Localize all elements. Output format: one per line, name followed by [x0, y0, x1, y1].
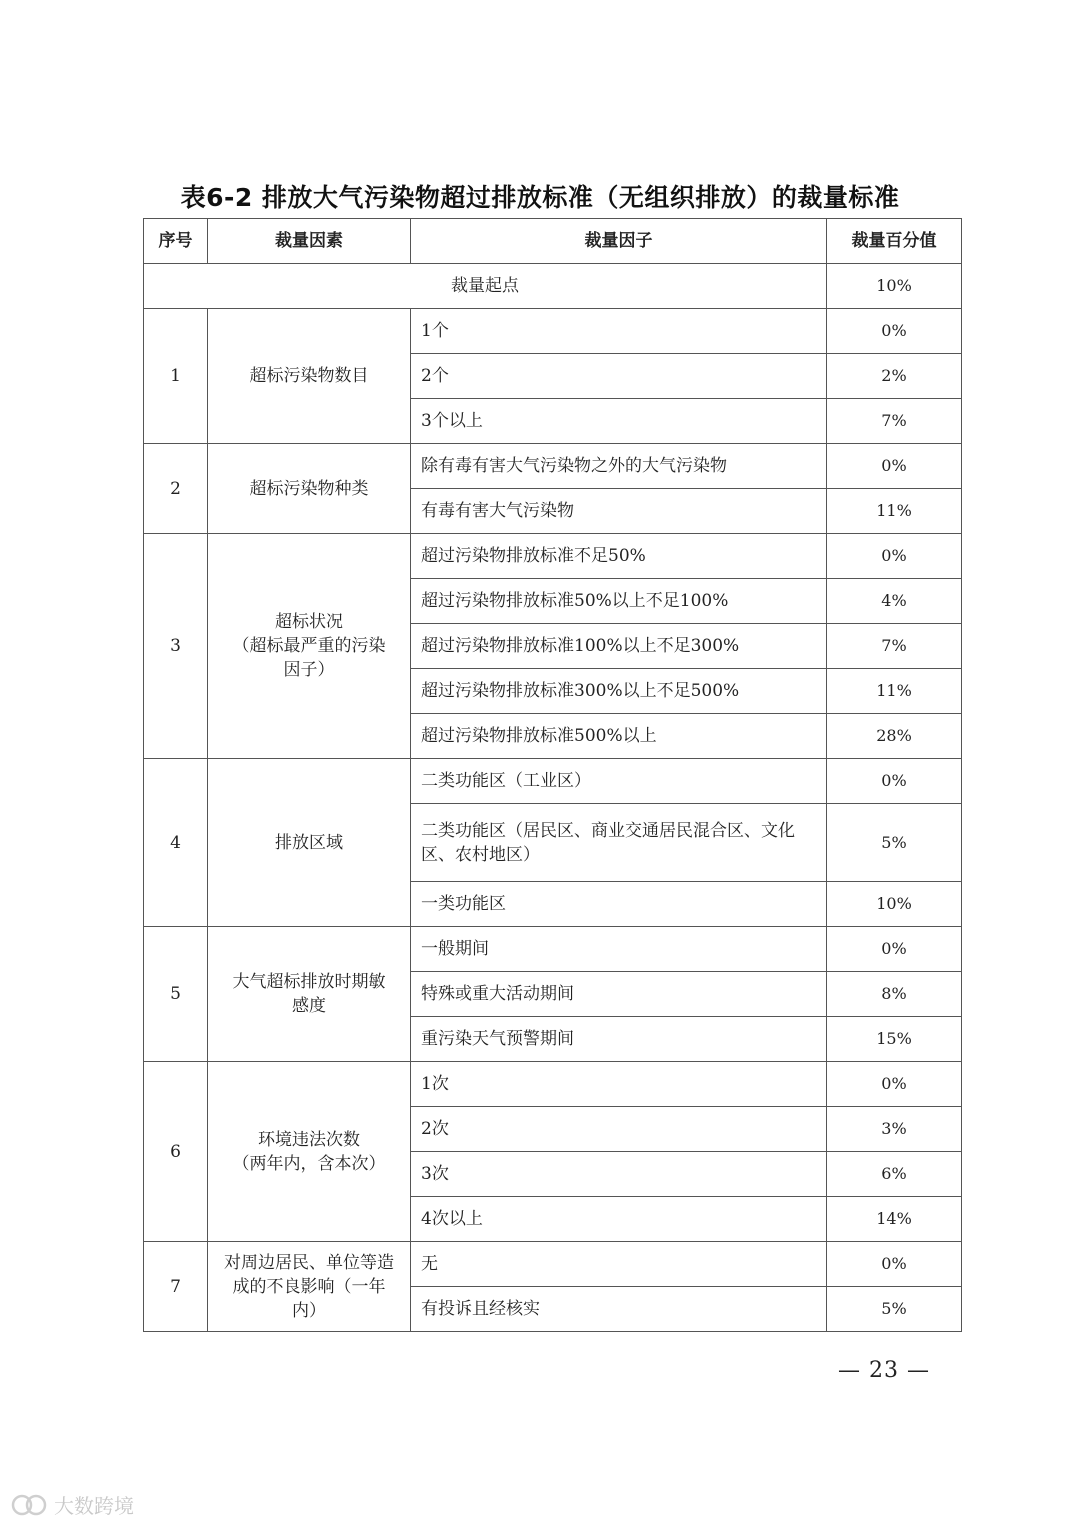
header-value: 裁量百分值 — [827, 219, 962, 264]
discretion-item: 3个以上 — [411, 399, 827, 444]
row-number: 3 — [144, 534, 208, 759]
factor-line: 大气超标排放时期敏 — [232, 972, 386, 992]
watermark-logo-icon — [10, 1493, 48, 1517]
discretion-factor — [208, 444, 411, 534]
row-number: 7 — [144, 1242, 208, 1332]
table-row — [144, 759, 962, 804]
discretion-percentage: 0% — [827, 444, 962, 489]
page-number: — 23 — — [838, 1358, 930, 1383]
discretion-factor — [208, 1062, 411, 1242]
factor-line: （两年内，含本次） — [232, 1153, 386, 1174]
discretion-percentage: 7% — [827, 399, 962, 444]
table-row — [144, 534, 962, 579]
header-row — [144, 219, 962, 264]
discretion-item: 除有毒有害大气污染物之外的大气污染物 — [411, 444, 827, 489]
discretion-percentage: 2% — [827, 354, 962, 399]
table-row — [144, 927, 962, 972]
header-factor: 裁量因素 — [208, 219, 411, 264]
discretion-item: 超过污染物排放标准500%以上 — [411, 714, 827, 759]
discretion-percentage: 0% — [827, 534, 962, 579]
discretion-table — [143, 218, 962, 1332]
discretion-percentage: 11% — [827, 489, 962, 534]
discretion-factor — [208, 1242, 411, 1332]
discretion-percentage: 6% — [827, 1152, 962, 1197]
discretion-item: 2个 — [411, 354, 827, 399]
discretion-item: 无 — [411, 1242, 827, 1287]
discretion-item: 重污染天气预警期间 — [411, 1017, 827, 1062]
header-no: 序号 — [144, 219, 208, 264]
discretion-item: 4次以上 — [411, 1197, 827, 1242]
discretion-item: 一般期间 — [411, 927, 827, 972]
discretion-item: 超过污染物排放标准100%以上不足300% — [411, 624, 827, 669]
factor-line: （超标最严重的污染 — [232, 636, 386, 656]
discretion-item: 一类功能区 — [411, 882, 827, 927]
discretion-item: 超过污染物排放标准不足50% — [411, 534, 827, 579]
discretion-percentage: 4% — [827, 579, 962, 624]
watermark-text: 大数跨境 — [54, 1494, 134, 1518]
discretion-item: 3次 — [411, 1152, 827, 1197]
discretion-item: 1个 — [411, 309, 827, 354]
factor-line: 超标状况 — [275, 612, 343, 632]
start-label: 裁量起点 — [144, 264, 827, 309]
table-row — [144, 309, 962, 354]
factor-line: 成的不良影响（一年 — [232, 1276, 386, 1297]
factor-line: 超标污染物种类 — [249, 478, 369, 499]
discretion-percentage: 15% — [827, 1017, 962, 1062]
factor-line: 感度 — [292, 996, 326, 1016]
factor-line: 排放区域 — [275, 832, 343, 853]
factor-line: 对周边居民、单位等造 — [224, 1252, 394, 1273]
discretion-percentage: 10% — [827, 882, 962, 927]
discretion-item: 有投诉且经核实 — [411, 1287, 827, 1332]
discretion-percentage: 0% — [827, 1062, 962, 1107]
header-item: 裁量因子 — [411, 219, 827, 264]
table-row — [144, 1242, 962, 1287]
discretion-factor — [208, 534, 411, 759]
row-number: 5 — [144, 927, 208, 1062]
factor-line: 环境违法次数 — [258, 1129, 360, 1150]
discretion-percentage: 0% — [827, 927, 962, 972]
row-number: 2 — [144, 444, 208, 534]
factor-line: 超标污染物数目 — [249, 366, 369, 386]
discretion-factor — [208, 759, 411, 927]
start-value: 10% — [827, 264, 962, 309]
discretion-percentage: 0% — [827, 1242, 962, 1287]
discretion-item: 特殊或重大活动期间 — [411, 972, 827, 1017]
discretion-item: 2次 — [411, 1107, 827, 1152]
start-row — [144, 264, 962, 309]
row-number: 6 — [144, 1062, 208, 1242]
discretion-percentage: 8% — [827, 972, 962, 1017]
discretion-item: 二类功能区（居民区、商业交通居民混合区、文化区、农村地区） — [411, 804, 827, 882]
row-number: 1 — [144, 309, 208, 444]
discretion-item: 超过污染物排放标准50%以上不足100% — [411, 579, 827, 624]
table-row — [144, 1062, 962, 1107]
discretion-percentage: 0% — [827, 309, 962, 354]
discretion-percentage: 14% — [827, 1197, 962, 1242]
discretion-percentage: 11% — [827, 669, 962, 714]
discretion-percentage: 7% — [827, 624, 962, 669]
discretion-factor — [208, 309, 411, 444]
discretion-percentage: 28% — [827, 714, 962, 759]
discretion-item: 1次 — [411, 1062, 827, 1107]
factor-line: 内） — [292, 1300, 326, 1321]
discretion-item: 有毒有害大气污染物 — [411, 489, 827, 534]
discretion-percentage: 3% — [827, 1107, 962, 1152]
discretion-item: 二类功能区（工业区） — [411, 759, 827, 804]
factor-line: 因子） — [283, 660, 335, 680]
discretion-percentage: 0% — [827, 759, 962, 804]
watermark — [10, 1490, 134, 1519]
discretion-item: 超过污染物排放标准300%以上不足500% — [411, 669, 827, 714]
discretion-percentage: 5% — [827, 804, 962, 882]
discretion-percentage: 5% — [827, 1287, 962, 1332]
discretion-factor — [208, 927, 411, 1062]
row-number: 4 — [144, 759, 208, 927]
table-title: 表6-2 排放大气污染物超过排放标准（无组织排放）的裁量标准 — [180, 183, 900, 212]
table-row — [144, 444, 962, 489]
